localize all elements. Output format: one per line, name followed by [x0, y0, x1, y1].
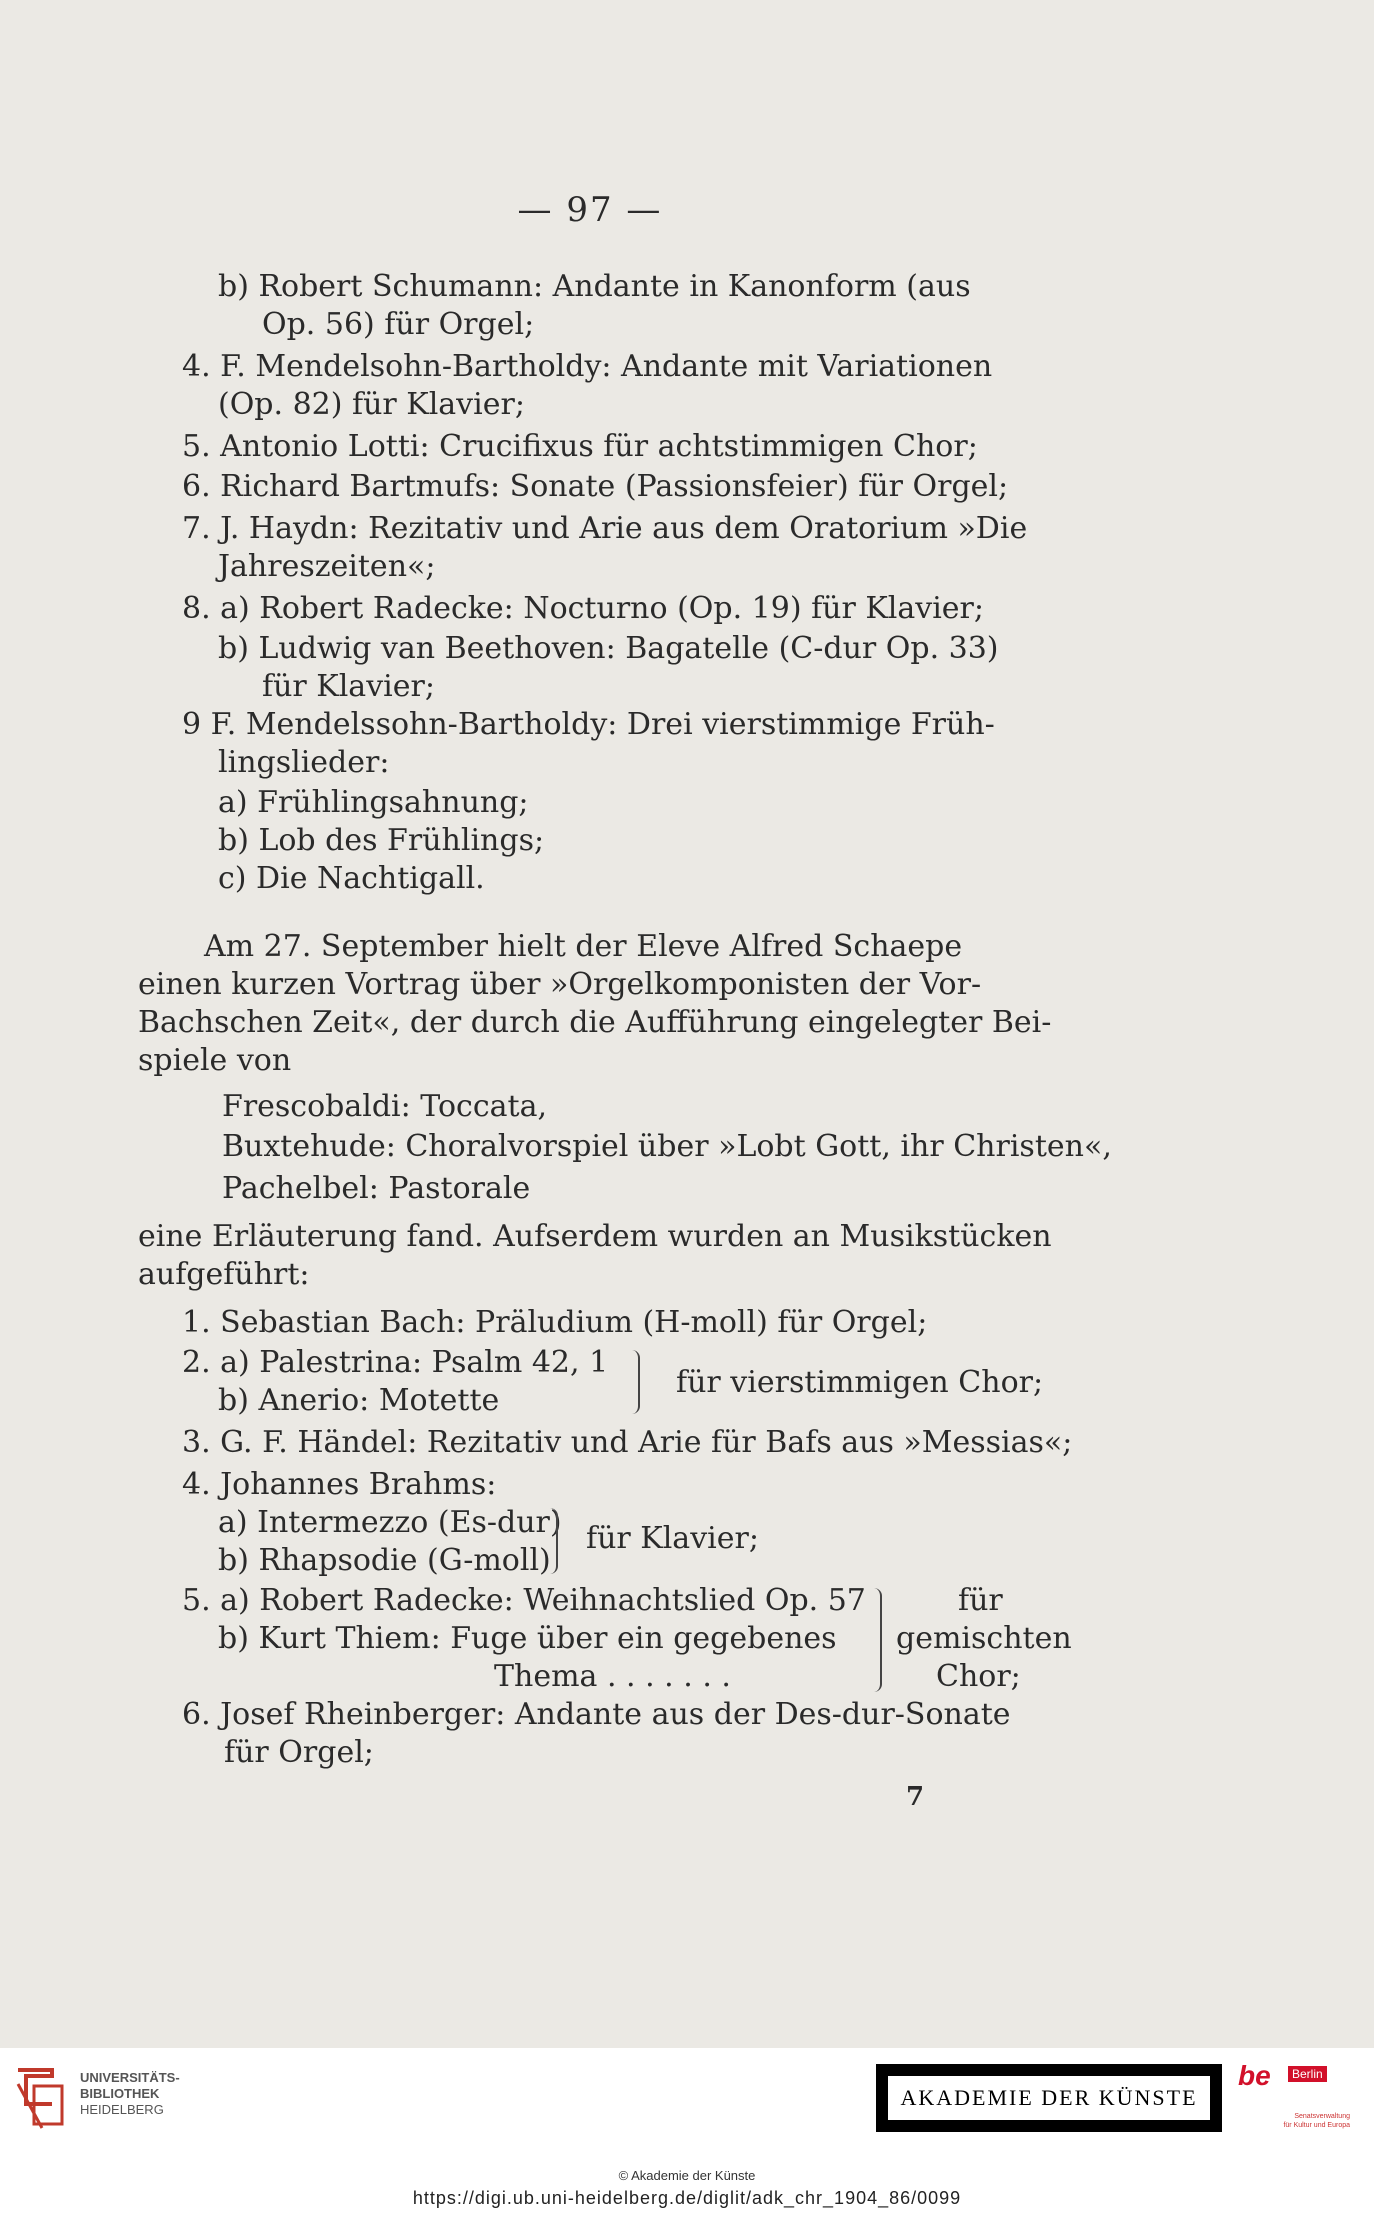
signature-mark: 7	[906, 1782, 925, 1812]
text-line: 7. J. Haydn: Rezitativ und Arie aus dem Oratorium »Die	[182, 511, 1028, 546]
text-line: Am 27. September hielt der Eleve Alfred Schaepe	[204, 929, 963, 964]
text-line: 4. Johannes Brahms:	[182, 1467, 497, 1502]
ub-heidelberg-logo-icon[interactable]	[12, 2064, 68, 2132]
brace	[872, 1588, 882, 1692]
berlin-be-mark: be	[1238, 2060, 1271, 2091]
adk-label: AKADEMIE DER KÜNSTE	[888, 2076, 1210, 2120]
adk-logo[interactable]	[876, 2064, 1222, 2132]
ub-line: UNIVERSITÄTS-	[80, 2070, 180, 2085]
text-line: b) Lob des Frühlings;	[218, 823, 545, 858]
text-line: a) Intermezzo (Es-dur)	[218, 1505, 562, 1540]
text-line: 8. a) Robert Radecke: Nocturno (Op. 19) für Klavier;	[182, 591, 985, 626]
text-line: Thema . . . . . . .	[494, 1659, 731, 1694]
text-line: aufgeführt:	[138, 1257, 310, 1292]
text-line: 6. Josef Rheinberger: Andante aus der Des-dur-Sonate	[182, 1697, 1011, 1732]
text-line: 3. G. F. Händel: Rezitativ und Arie für Bafs aus »Messias«;	[182, 1425, 1073, 1460]
text-line: (Op. 82) für Klavier;	[218, 387, 525, 422]
text-line: Pachelbel: Pastorale	[222, 1171, 531, 1206]
text-line: 9 F. Mendelssohn-Bartholdy: Drei vierstimmige Früh-	[182, 707, 995, 742]
text-line: für Orgel;	[224, 1735, 374, 1770]
text-line: Chor;	[936, 1659, 1021, 1694]
text-line: a) Frühlingsahnung;	[218, 785, 529, 820]
berlin-logo[interactable]	[1238, 2060, 1352, 2140]
berlin-tag: Berlin	[1288, 2066, 1327, 2082]
ub-line: BIBLIOTHEK	[80, 2086, 160, 2101]
text-line: 4. F. Mendelsohn-Bartholdy: Andante mit Variationen	[182, 349, 993, 384]
text-line: 1. Sebastian Bach: Präludium (H-moll) für Orgel;	[182, 1305, 928, 1340]
text-line: Jahreszeiten«;	[218, 549, 436, 584]
text-line: b) Rhapsodie (G-moll)	[218, 1543, 551, 1578]
text-line: für	[958, 1583, 1003, 1618]
brace	[628, 1350, 640, 1414]
text-line: lingslieder:	[218, 745, 390, 780]
text-line: spiele von	[138, 1043, 292, 1078]
text-line: eine Erläuterung fand. Aufserdem wurden an Musikstücken	[138, 1219, 1052, 1254]
ub-line: HEIDELBERG	[80, 2102, 164, 2117]
text-line: b) Kurt Thiem: Fuge über ein gegebenes	[218, 1621, 837, 1656]
berlin-sub-line: Senatsverwaltung	[1294, 2113, 1350, 2120]
text-line: 5. a) Robert Radecke: Weihnachtslied Op. 57	[182, 1583, 866, 1618]
text-line: für Klavier;	[586, 1521, 759, 1556]
text-line: Bachschen Zeit«, der durch die Aufführung eingelegter Bei-	[138, 1005, 1052, 1040]
text-line: b) Ludwig van Beethoven: Bagatelle (C-dur Op. 33)	[218, 631, 999, 666]
brace	[546, 1508, 558, 1574]
text-line: b) Robert Schumann: Andante in Kanonform (aus	[218, 269, 971, 304]
text-line: 6. Richard Bartmufs: Sonate (Passionsfeier) für Orgel;	[182, 469, 1009, 504]
ub-heidelberg-label[interactable]	[80, 2070, 180, 2118]
viewer-footer	[0, 2048, 1374, 2216]
text-line: 2. a) Palestrina: Psalm 42, 1	[182, 1345, 609, 1380]
text-line: Frescobaldi: Toccata,	[222, 1089, 548, 1124]
text-line: gemischten	[896, 1621, 1072, 1656]
text-line: für vierstimmigen Chor;	[676, 1365, 1044, 1400]
text-line: einen kurzen Vortrag über »Orgelkomponisten der Vor-	[138, 967, 982, 1002]
berlin-subtitle	[1276, 2112, 1350, 2130]
text-line: 5. Antonio Lotti: Crucifixus für achtstimmigen Chor;	[182, 429, 978, 464]
text-line: c) Die Nachtigall.	[218, 861, 485, 896]
text-line: Buxtehude: Choralvorspiel über »Lobt Gott, ihr Christen«,	[222, 1129, 1112, 1164]
berlin-sub-line: für Kultur und Europa	[1283, 2122, 1350, 2129]
text-line: Op. 56) für Orgel;	[262, 307, 535, 342]
text-line: für Klavier;	[262, 669, 435, 704]
page-number: — 97 —	[517, 190, 663, 230]
copyright-note: © Akademie der Künste	[618, 2168, 756, 2183]
permalink-url[interactable]: https://digi.ub.uni-heidelberg.de/diglit/adk_chr_1904_86/0099	[412, 2188, 962, 2208]
text-line: b) Anerio: Motette	[218, 1383, 500, 1418]
